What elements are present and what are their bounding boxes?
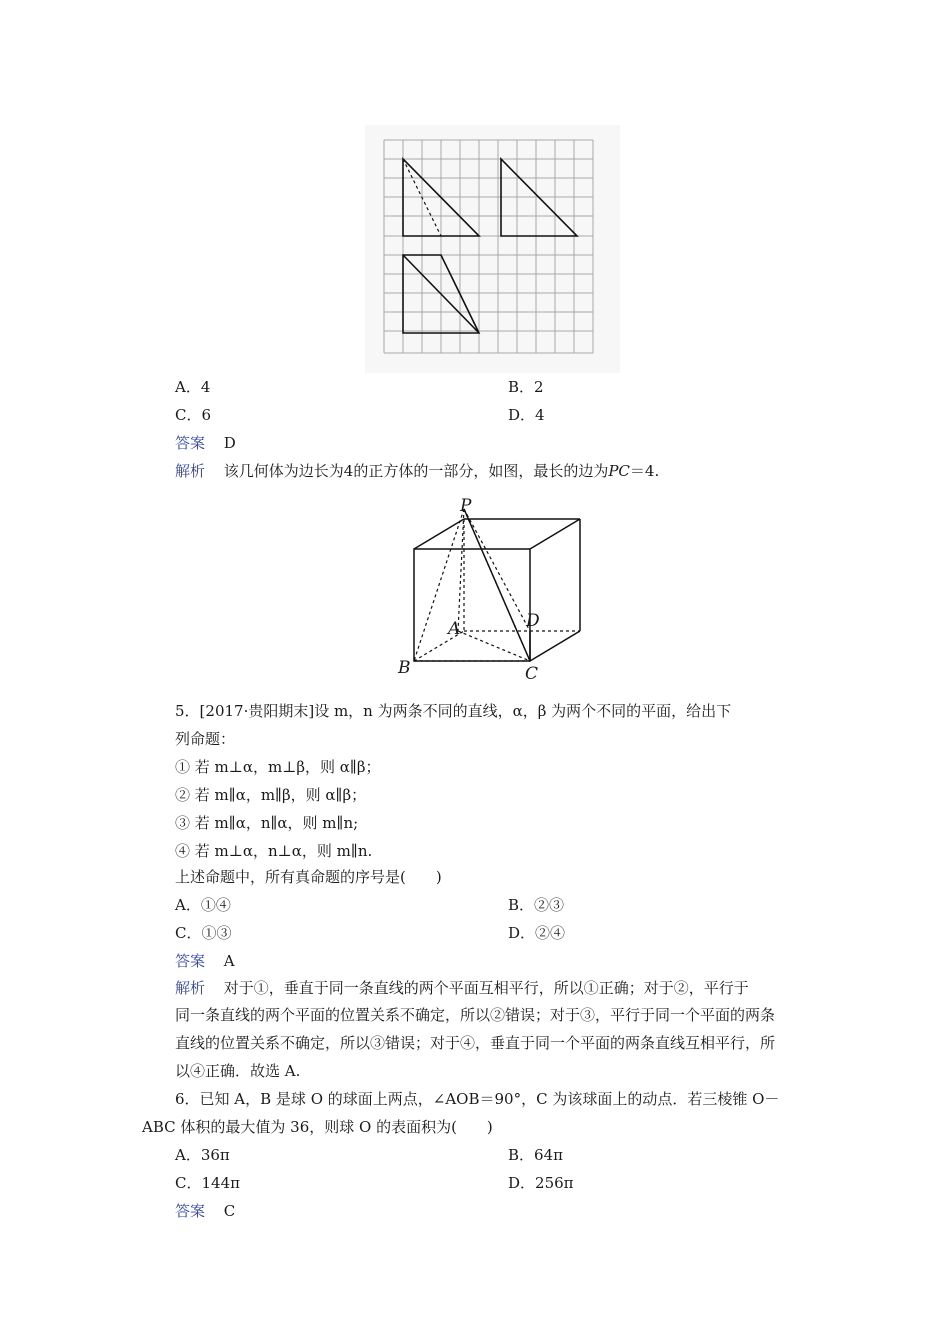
q5-option-d: D．②④ (508, 924, 566, 942)
q6-option-b: B．64π (508, 1146, 563, 1164)
q5-analysis-line1 (175, 977, 749, 998)
q5-stem-line1: 5．[2017·贵阳期末]设 m，n 为两条不同的直线，α，β 为两个不同的平面，给出下 (175, 702, 732, 720)
q6-answer-row (175, 1200, 235, 1221)
q5-prop-2: ② 若 m∥α，m∥β，则 α∥β； (175, 786, 367, 804)
q5-analysis-line3: 直线的位置关系不确定，所以③错误；对于④，垂直于同一个平面的两条直线互相平行，所 (175, 1034, 776, 1052)
three-view-figure (365, 125, 620, 373)
q6-option-d: D．256π (508, 1174, 574, 1192)
q5-option-a: A．①④ (175, 896, 231, 914)
cube-label-d: D (526, 611, 540, 631)
q5-analysis-label: 解析 (175, 979, 206, 997)
q4-option-c: C．6 (175, 406, 212, 424)
q5-answer-row (175, 950, 235, 971)
q6-option-c: C．144π (175, 1174, 240, 1192)
q5-prop-1: ① 若 m⊥α，m⊥β，则 α∥β； (175, 758, 381, 776)
q6-answer-label: 答案 (175, 1202, 206, 1220)
q4-option-d: D．4 (508, 406, 545, 424)
q5-stem-line2: 列命题： (175, 730, 236, 748)
cube-label-p: P (460, 496, 472, 516)
q4-answer-row (175, 432, 236, 453)
q6-stem-line1: 6．已知 A，B 是球 O 的球面上两点，∠AOB＝90°，C 为该球面上的动点．若三棱锥 O－ (175, 1090, 780, 1108)
cube-label-a: A (448, 619, 461, 639)
q5-prop-3: ③ 若 m∥α，n∥α，则 m∥n; (175, 814, 359, 832)
q5-option-b: B．②③ (508, 896, 565, 914)
q4-analysis-text: 该几何体为边长为4的正方体的一部分，如图，最长的边为 (223, 462, 609, 480)
q4-analysis-tail: ＝4. (629, 462, 660, 480)
q4-analysis-label: 解析 (175, 462, 206, 480)
q5-answer-label: 答案 (175, 952, 206, 970)
q4-answer-label: 答案 (175, 434, 206, 452)
q5-analysis-line4: 以④正确．故选 A. (175, 1062, 301, 1080)
cube-front-face (414, 549, 530, 661)
q5-answer-value: A (223, 952, 235, 970)
q4-analysis-pc: PC (608, 462, 630, 480)
cube-label-c: C (525, 664, 539, 684)
q6-answer-value: C (223, 1202, 236, 1220)
q4-option-a: A．4 (175, 378, 211, 396)
q5-analysis-line2: 同一条直线的两个平面的位置关系不确定，所以②错误；对于③，平行于同一个平面的两条 (175, 1006, 776, 1024)
q5-analysis-text1: 对于①，垂直于同一条直线的两个平面互相平行，所以①正确；对于②，平行于 (223, 979, 749, 997)
cube-figure (392, 495, 597, 687)
q4-analysis-row (175, 460, 659, 481)
cube-solid-pyramid-edges (464, 509, 530, 661)
q6-option-a: A．36π (175, 1146, 230, 1164)
q4-answer-value: D (223, 434, 236, 452)
q5-question: 上述命题中，所有真命题的序号是( ) (175, 868, 442, 886)
q4-option-b: B．2 (508, 378, 544, 396)
cube-label-b: B (398, 658, 411, 678)
q5-option-c: C．①③ (175, 924, 232, 942)
q5-prop-4: ④ 若 m⊥α，n⊥α，则 m∥n. (175, 842, 373, 860)
q6-stem-line2: ABC 体积的最大值为 36，则球 O 的表面积为( ) (142, 1118, 493, 1136)
